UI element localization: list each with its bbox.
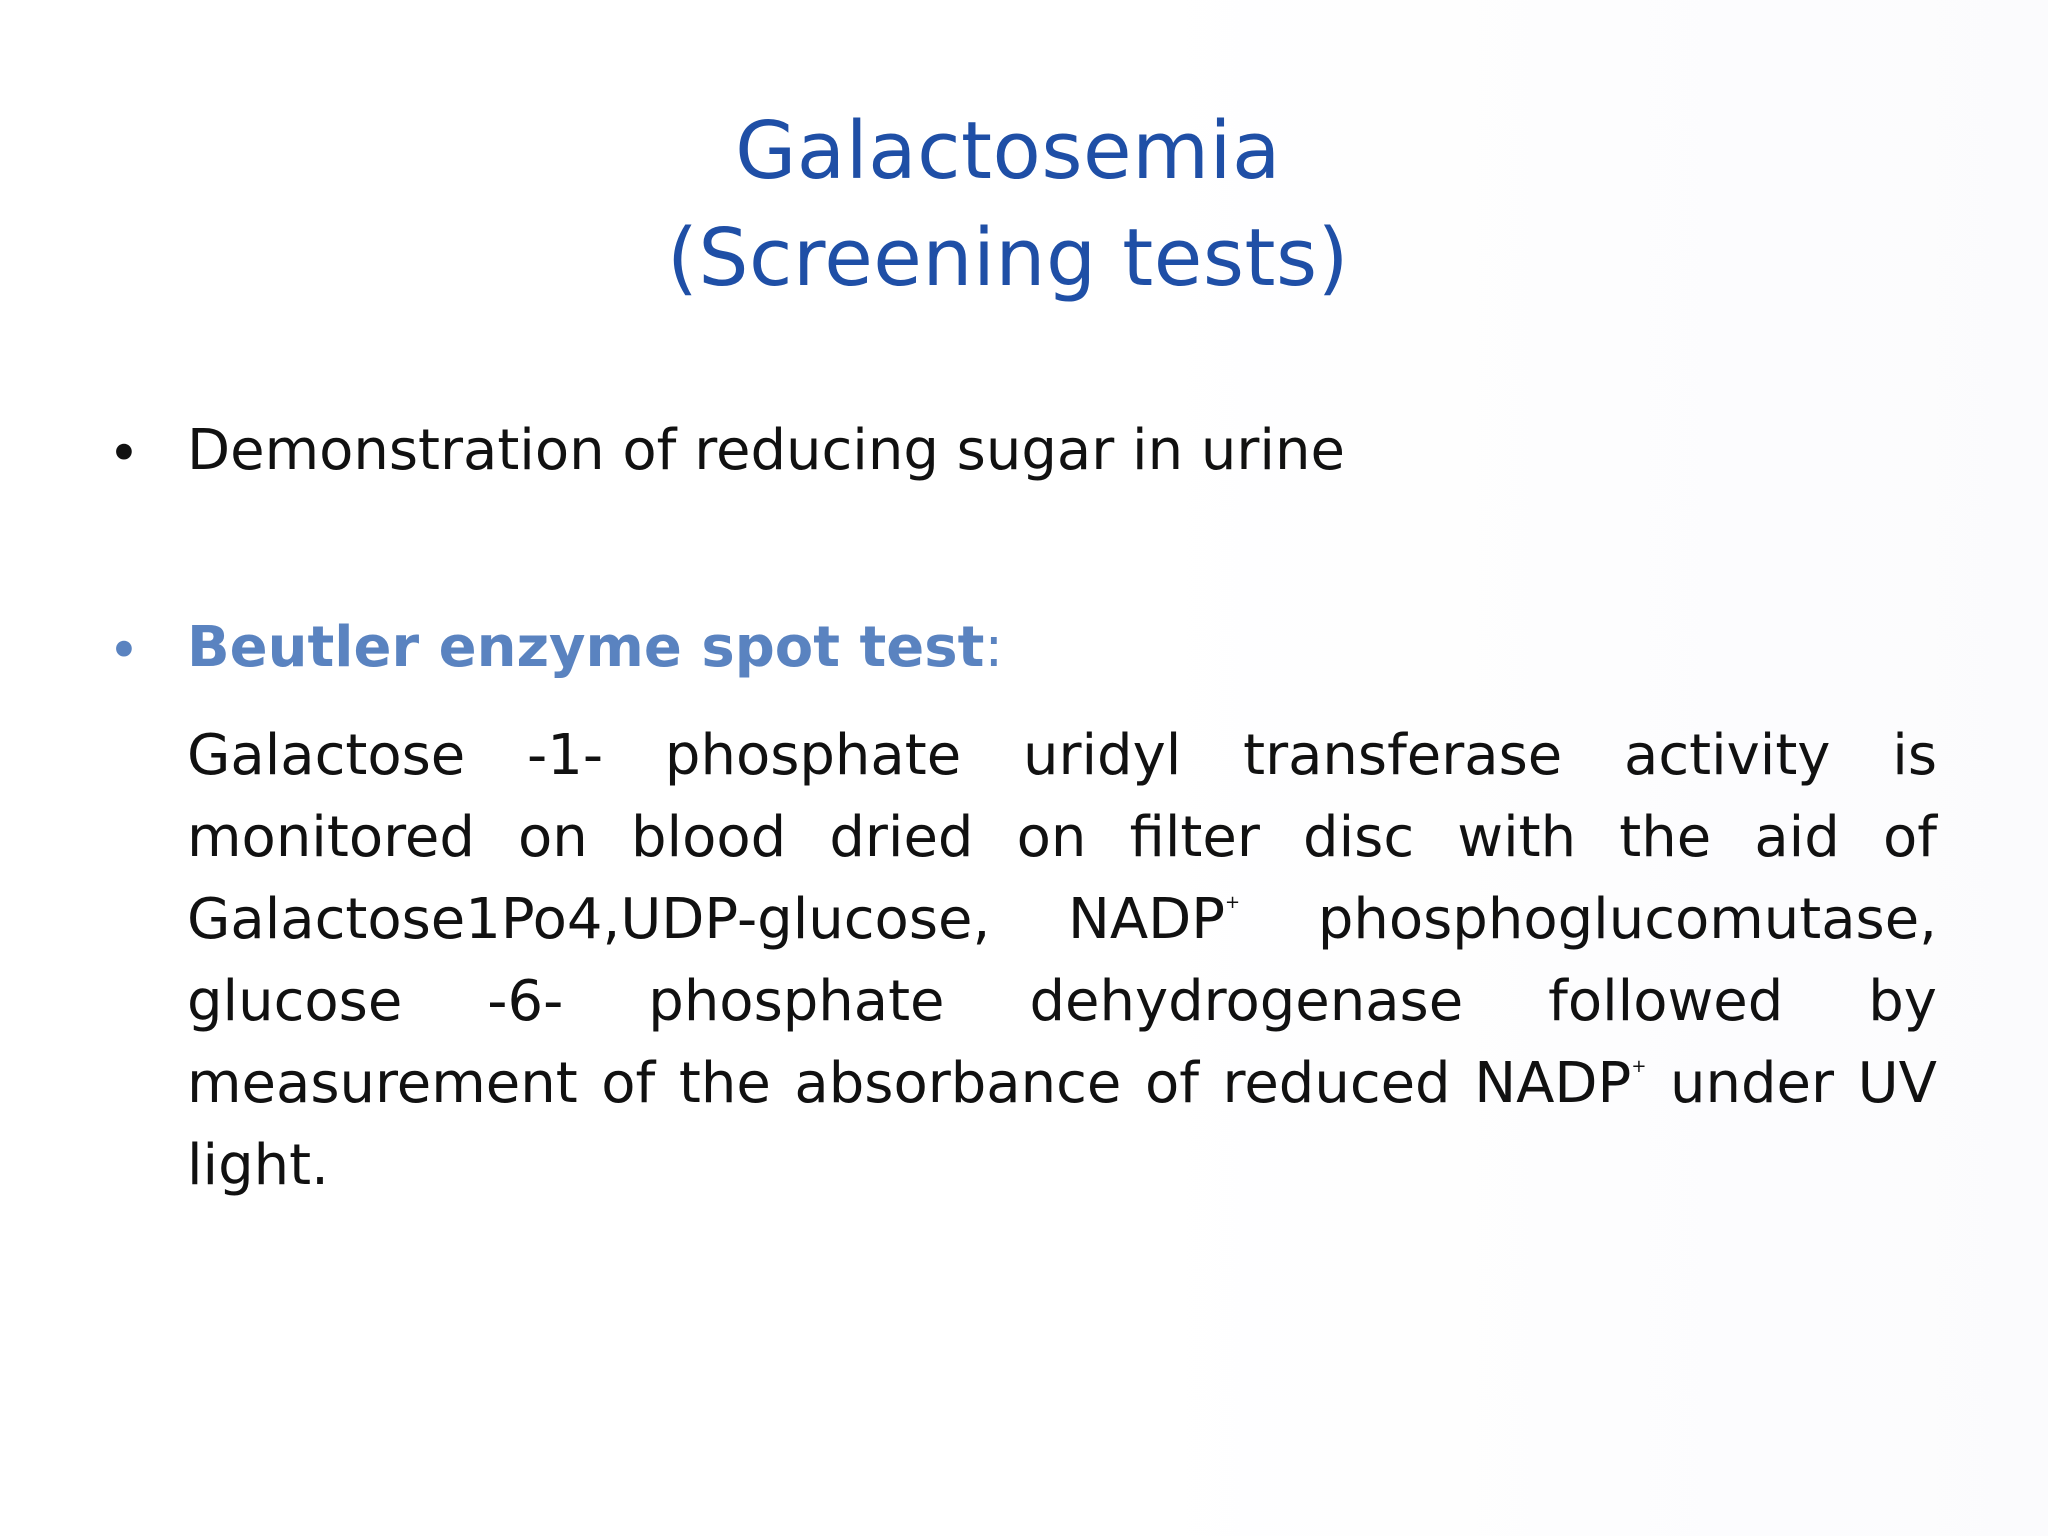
word: UV: [1857, 1051, 1937, 1116]
word: by: [1868, 969, 1937, 1034]
bullet-text: Demonstration of reducing sugar in urine: [187, 418, 1345, 483]
word: of: [601, 1051, 656, 1116]
word: absorbance: [794, 1051, 1122, 1116]
word: on: [1016, 805, 1087, 870]
word: the: [678, 1051, 771, 1116]
bullet-marker: •: [108, 619, 140, 682]
nadp-term: [1068, 879, 1240, 961]
word: measurement: [187, 1051, 578, 1116]
word: is: [1892, 723, 1937, 788]
nadp-term: [1474, 1043, 1646, 1125]
paragraph-line-4: [187, 961, 1937, 1043]
word: blood: [630, 805, 787, 870]
word: -1-: [527, 723, 604, 788]
word: -6-: [487, 969, 564, 1034]
superscript-plus: +: [1631, 1056, 1647, 1077]
word: Galactose: [187, 723, 466, 788]
word: dehydrogenase: [1029, 969, 1464, 1034]
word: phosphate: [648, 969, 945, 1034]
word: filter: [1129, 805, 1260, 870]
paragraph-line-6: [187, 1125, 1937, 1207]
word: on: [518, 805, 588, 870]
word: light.: [187, 1133, 329, 1198]
heading-colon: :: [984, 615, 1004, 680]
word: dried: [829, 805, 974, 870]
word: phosphoglucomutase,: [1317, 887, 1937, 952]
word: under: [1670, 1051, 1835, 1116]
paragraph-line-3: [187, 879, 1937, 961]
word: NADP: [1067, 887, 1226, 952]
word: followed: [1548, 969, 1784, 1034]
word: NADP: [1474, 1051, 1632, 1116]
paragraph-line-2: [187, 797, 1937, 879]
word: of: [1144, 1051, 1199, 1116]
bullet-marker: •: [108, 422, 140, 485]
bullet-heading: [187, 615, 1003, 680]
word: uridyl: [1022, 723, 1182, 788]
word: transferase: [1243, 723, 1563, 788]
word: Galactose1Po4,UDP-glucose,: [187, 887, 991, 952]
slide-title: [0, 98, 2016, 312]
paragraph-line-5: [187, 1043, 1937, 1125]
word: with: [1457, 805, 1577, 870]
word: activity: [1624, 723, 1831, 788]
word: the: [1619, 805, 1712, 870]
word: reduced: [1222, 1051, 1451, 1116]
superscript-plus: +: [1225, 892, 1241, 913]
word: aid: [1754, 805, 1840, 870]
word: glucose: [187, 969, 403, 1034]
beutler-heading: Beutler enzyme spot test: [187, 615, 985, 680]
word: monitored: [187, 805, 475, 870]
title-line-1: Galactosemia: [735, 105, 1281, 197]
paragraph-line-1: [187, 715, 1937, 797]
word: disc: [1303, 805, 1415, 870]
title-line-2: (Screening tests): [667, 212, 1349, 304]
word: phosphate: [664, 723, 962, 788]
word: of: [1882, 805, 1937, 870]
beutler-description: [187, 715, 1937, 1207]
